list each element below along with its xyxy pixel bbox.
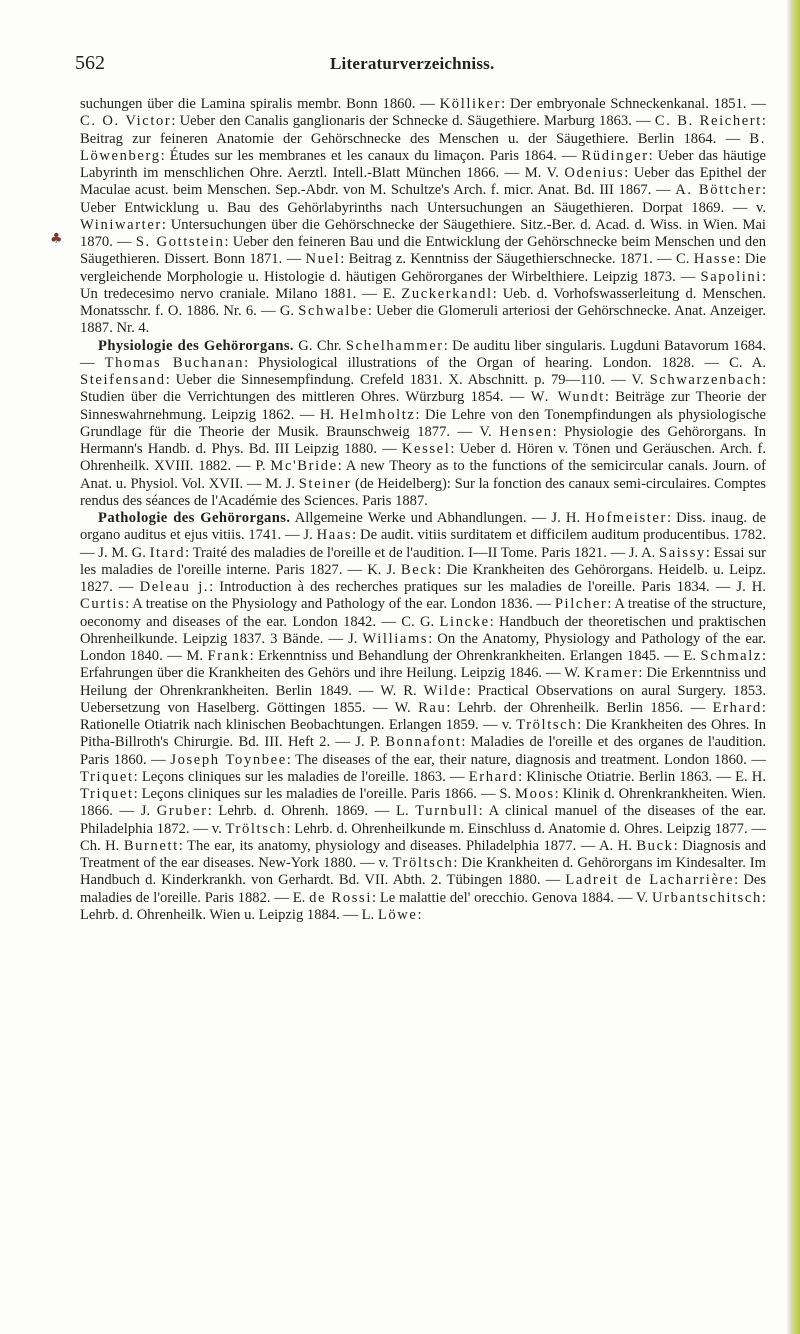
page-edge (786, 0, 800, 1334)
author-name: Curtis (80, 596, 126, 613)
author-name: Winiwarter (80, 216, 162, 233)
author-name: Schmalz (700, 648, 762, 664)
author-name: Erhard (468, 768, 519, 785)
author-name: Sapolini (700, 268, 762, 285)
citation-text: : Untersuchungen über die Gehörschnecke der Säugethiere. Sitz.-Ber. d. Acad. d. Wiss. in Wien. Mai 1870. — (80, 216, 766, 250)
author-name: C. B. Reichert (654, 113, 762, 130)
citation-text: : A treatise of the structure, oeconomy and diseases of the ear. London 1842. — C. G. (80, 596, 766, 630)
citation-text: : Die Lehre von den Tonempfindungen als physiologische Grundlage für die Theorie der Musik. Braunschweig 1877. — V. (80, 406, 766, 440)
citation-text: : (417, 906, 422, 923)
page-header (0, 52, 800, 76)
citation-text: : Traité des maladies de l'oreille et de l'audition. I—II Tome. Paris 1821. — J. A. (185, 544, 659, 561)
author-name: Nuel (305, 251, 341, 268)
author-name: Zuckerkandl (401, 285, 493, 302)
citation-text: : Erfahrungen über die Krankheiten des Gehörs und ihre Heilung. Leipzig 1846. — W. (80, 648, 767, 682)
citation-text: : Un tredecesimo nervo craniale. Milano 1881. — E. (80, 268, 766, 302)
author-name: Triquet (80, 786, 134, 802)
citation-text: : Leçons cliniques sur les maladies de l'oreille. Paris 1866. — S. (133, 786, 516, 802)
citation-text: : A new Theory as to the functions of the semicircular canals. Journ. of Anat. u. Physiol. Vol. XVII. — M. J. (80, 458, 766, 492)
author-name: Saissy (658, 544, 706, 561)
author-name: Burnett (123, 837, 179, 854)
author-name: Mc'Bride (270, 458, 338, 475)
author-name: S. Gottstein (135, 234, 225, 250)
citation-text: : Die Krankheiten des Gehörorgans. Heidelb. u. Leipz. 1827. — (80, 561, 766, 595)
author-name: B. Löwenberg (80, 130, 766, 164)
citation-text: : Rationelle Otiatrik nach klinischen Beobachtungen. Erlangen 1859. — v. (80, 699, 766, 733)
author-name: Urbantschitsch (651, 889, 762, 906)
author-name: Schelhammer (345, 337, 444, 354)
author-name: Kramer (584, 665, 639, 682)
author-name: Hasse (693, 251, 737, 268)
author-name: Lincke (439, 613, 490, 630)
citation-text: : Ueber d. Hören v. Tönen und Geräuschen. Arch. f. Ohrenheilk. XVIII. 1882. — P. (80, 441, 766, 475)
author-name: Tröltsch (392, 855, 454, 871)
paragraph-anatomy-continued (80, 96, 766, 338)
author-name: Joseph Toynbee (170, 751, 287, 768)
author-name: Turnbull (415, 803, 479, 820)
author-name: Odenius (564, 165, 625, 181)
author-name: C. O. Victor (80, 113, 172, 130)
author-name: Kessel (401, 441, 451, 457)
citation-text: : Maladies de l'oreille et des organes de l'audition. Paris 1860. — (80, 734, 766, 768)
author-name: Williams (362, 630, 429, 647)
author-name: Schwarzenbach (649, 372, 762, 388)
citation-text: : Lehrb. der Ohrenheilk. Berlin 1856. — (446, 699, 713, 716)
citation-text: : Klinik d. Ohrenkrankheiten. Wien. 1866. — J. (80, 786, 766, 820)
citation-text: : Ueber Entwicklung u. Bau des Gehörlabyrinths nach Untersuchungen an Säugethieren. Dorpat 1869. — v. (80, 182, 767, 216)
author-name: Frank (207, 648, 250, 664)
author-name: Hensen (499, 423, 553, 440)
citation-text: : Diss. inaug. de organo auditus et ejus vitiis. 1741. — J. (80, 510, 766, 544)
author-name: Itard (149, 544, 186, 561)
citation-text: : Essai sur les maladies de l'oreille interne. Paris 1827. — K. J. (80, 544, 766, 578)
citation-text: : A clinical manuel of the diseases of the ear. Philadelphia 1872. — v. (80, 803, 767, 837)
citation-text: G. Chr. (293, 337, 346, 354)
citation-text: : Die Krankheiten des Ohres. In Pitha-Billroth's Chirurgie. Bd. III. Heft 2. — J. P. (80, 717, 766, 751)
citation-text: Allgemeine Werke und Abhandlungen. — J. H. (290, 510, 586, 526)
citation-text: : Studien über die Verrichtungen des mittleren Ohres. Würzburg 1854. — (80, 372, 766, 406)
paragraph-physiology (80, 338, 766, 511)
citation-text: suchungen über die Lamina spiralis membr. Bonn 1860. — (80, 96, 440, 112)
citation-text: : On the Anatomy, Physiology and Pathology of the ear. London 1840. — M. (80, 630, 767, 664)
citation-text: : Ueber die Glomeruli arteriosi der Gehörschnecke. Anat. Anzeiger. 1887. Nr. 4. (80, 303, 766, 337)
citation-text: (de Heidelberg): Sur la fonction des canaux semi-circulaires. Comptes rendus des séances de l'Académie des Sciences. Paris 1887. (80, 475, 766, 509)
citation-text: : Ueber den feineren Bau und die Entwicklung der Gehörschnecke beim Menschen und den Säugethieren. Dissert. Bonn 1871. — (80, 234, 766, 268)
citation-text: : Erkenntniss und Behandlung der Ohrenkrankheiten. Erlangen 1845. — E. (249, 648, 701, 664)
author-name: Rüdinger (581, 147, 649, 164)
author-name: Gruber (156, 803, 208, 820)
author-name: Triquet (80, 768, 134, 785)
author-name: Wilde (423, 682, 467, 699)
citation-text: : Ueber den Canalis ganglionaris der Schnecke d. Säugethiere. Marburg 1863. — (171, 113, 655, 130)
running-title: Literaturverzeichniss. (330, 54, 495, 73)
citation-text: : Klinische Otiatrie. Berlin 1863. — E. H. (518, 768, 766, 785)
author-name: Deleau j. (139, 579, 210, 595)
citation-text: : Die Erkenntniss und Heilung der Ohrenkrankheiten. Berlin 1849. — W. R. (80, 665, 766, 699)
citation-text: : Physiological illustrations of the Organ of hearing. London. 1828. — C. A. (244, 354, 766, 371)
citation-text: : Die vergleichende Morphologie u. Histologie d. häutigen Gehörorganes der Wirbelthiere. Leipzig 1873. — (80, 251, 766, 285)
citation-text: : De auditu liber singularis. Lugduni Batavorum 1684. — (80, 337, 766, 371)
author-name: Schwalbe (298, 303, 368, 319)
citation-text: : Introduction à des recherches pratiques sur les maladies de l'oreille. Paris 1834. — J. H. (209, 579, 766, 595)
section-heading: Pathologie des Gehörorgans. (98, 510, 291, 526)
citation-text: : Ueber das häutige Labyrinth im menschlichen Ohre. Aerztl. Intell.-Blatt München 1866. — M. V. (80, 147, 766, 181)
citation-text: : Le malattie del' orecchio. Genova 1884. — V. (371, 889, 652, 906)
author-name: Hofmeister (585, 510, 667, 526)
author-name: Tröltsch (225, 820, 287, 837)
citation-text: : The diseases of the ear, their nature, diagnosis and treatment. London 1860. — (286, 751, 766, 768)
author-name: Pilcher (554, 596, 608, 613)
citation-text: : Leçons cliniques sur les maladies de l'oreille. 1863. — (133, 768, 469, 785)
citation-text: : Physiologie des Gehörorgans. In Hermann's Handb. d. Phys. Bd. III Leipzig 1880. — (80, 423, 766, 457)
author-name: Haas (316, 527, 353, 544)
citation-text: : Practical Observations on aural Surgery. 1853. Uebersetzung von Haselberg. Göttingen 1855. — W. (80, 682, 766, 716)
citation-text: : Der embryonale Schneckenkanal. 1851. — (501, 96, 766, 112)
paragraph-pathology (80, 510, 766, 924)
author-name: Buck (636, 837, 674, 854)
author-name: Thomas Buchanan (104, 354, 245, 371)
author-name: de Rossi (309, 889, 372, 906)
author-name: Tröltsch (516, 717, 578, 733)
citation-text: : Des maladies de l'oreille. Paris 1882. — E. (80, 872, 767, 906)
bibliography-text (80, 96, 766, 924)
author-name: Moos (515, 786, 555, 802)
author-name: Beck (400, 561, 438, 578)
author-name: Kölliker (439, 96, 502, 112)
author-name: A. Böttcher (675, 182, 762, 199)
author-name: Erhard (712, 699, 762, 716)
citation-text: : Beitrag zur feineren Anatomie der Gehörschnecke des Menschen u. der Säugethiere. Berlin 1864. — (80, 113, 766, 147)
section-heading: Physiologie des Gehörorgans. (98, 337, 294, 354)
citation-text: : Lehrb. d. Ohrenheilkunde m. Einschluss d. Anatomie d. Ohres. Leipzig 1877. — Ch. H. (80, 820, 766, 854)
citation-text: : A treatise on the Physiology and Pathology of the ear. London 1836. — (125, 596, 555, 613)
author-name: W. Wundt (530, 389, 605, 406)
author-name: Löwe (377, 906, 418, 923)
citation-text: : The ear, its anatomy, physiology and diseases. Philadelphia 1877. — A. H. (178, 837, 637, 854)
citation-text: : Diagnosis and Treatment of the ear diseases. New-York 1880. — v. (80, 837, 766, 871)
author-name: Rau (418, 699, 447, 716)
citation-text: : Beiträge zur Theorie der Sinneswahrnehmung. Leipzig 1862. — H. (80, 389, 767, 423)
marginal-mark-icon: ♣ (50, 231, 63, 247)
citation-text: : Die Krankheiten d. Gehörorgans im Kindesalter. Im Handbuch d. Kinderkrankh. von Gerhardt. Bd. VII. Abth. 2. Tübingen 1880. — (80, 855, 766, 889)
author-name: Bonnafont (385, 734, 462, 751)
citation-text: : Ueb. d. Vorhofswasserleitung d. Menschen. Monatsschr. f. O. 1886. Nr. 6. — G. (80, 285, 766, 319)
author-name: Ladreit de Lacharrière (565, 872, 735, 889)
citation-text: : Lehrb. d. Ohrenh. 1869. — L. (207, 803, 416, 820)
author-name: Helmholtz (339, 406, 416, 423)
citation-text: : Ueber die Sinnesempfindung. Crefeld 1831. X. Abschnitt. p. 79—110. — V. (165, 372, 650, 388)
page-number: 562 (75, 52, 105, 74)
citation-text: : Lehrb. d. Ohrenheilk. Wien u. Leipzig 1884. — L. (80, 889, 766, 923)
citation-text: : Handbuch der theoretischen und praktischen Ohrenheilkunde. Leipzig 1837. 3 Bände. — J. (80, 613, 767, 647)
author-name: Steiner (298, 475, 352, 492)
author-name: Steifensand (80, 372, 166, 388)
citation-text: : Études sur les membranes et les canaux du limaçon. Paris 1864. — (160, 147, 582, 164)
citation-text: : Ueber das Epithel der Maculae acust. beim Menschen. Sep.-Abdr. von M. Schultze's Arch. f. micr. Anat. Bd. III 1867. — (80, 165, 766, 199)
citation-text: : De audit. vitiis surditatem et difficilem auditum producentibus. 1782. — J. M. G. (80, 527, 766, 561)
citation-text: : Beitrag z. Kenntniss der Säugethierschnecke. 1871. — C. (340, 251, 694, 268)
